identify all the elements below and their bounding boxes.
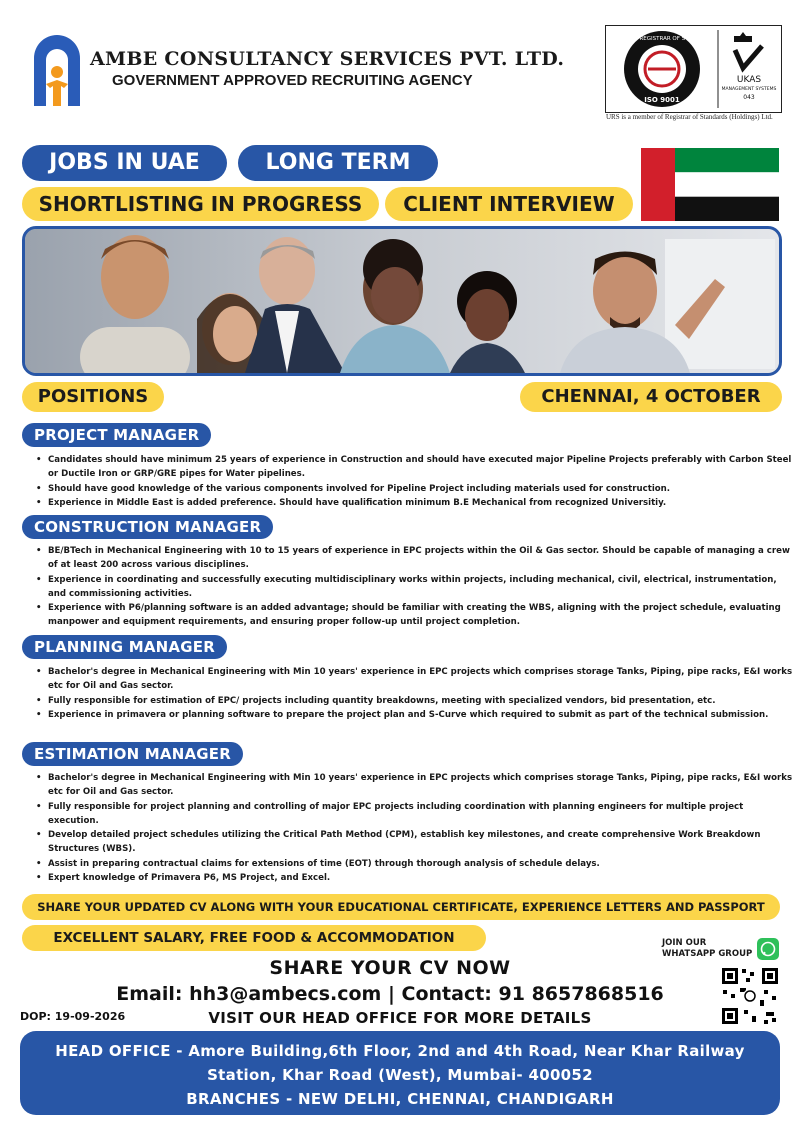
team-photo-image (25, 229, 779, 373)
section-title-construction-manager: CONSTRUCTION MANAGER (22, 515, 273, 539)
benefits-banner: EXCELLENT SALARY, FREE FOOD & ACCOMMODATION (22, 925, 486, 951)
email-contact-line[interactable]: Email: hh3@ambecs.com | Contact: 91 8657868516 (116, 983, 664, 1005)
date-of-posting: DOP: 19-09-2026 (20, 1010, 126, 1023)
branches-line: BRANCHES - NEW DELHI, CHENNAI, CHANDIGARH (186, 1090, 614, 1108)
list-item: • Fully responsible for project planning and controlling of major EPC projects including coordination with planning engineers for multiple project execution. (48, 800, 796, 829)
shortlisting-tag: SHORTLISTING IN PROGRESS (22, 187, 379, 221)
list-item: • Should have good knowledge of the various components involved for Pipeline Project including materials used for construction. (48, 482, 796, 496)
list-item: • Develop detailed project schedules utilizing the Critical Path Method (CPM), establish key milestones, and create comprehensive Work Breakdown Structures (WBS). (48, 828, 796, 857)
list-item: • Experience with P6/planning software is an added advantage; should be familiar with creating the WBS, aligning with the project schedule, evaluating manpower and equipment requirements, and ensuring proper follow-up until project completion. (48, 601, 796, 630)
ukas-number: 043 (743, 94, 755, 101)
cert-iso-label: ISO 9001 (644, 96, 680, 104)
cert-caption: URS is a member of Registrar of Standards (Holdings) Ltd. (606, 113, 773, 121)
whatsapp-line-1: JOIN OUR (662, 938, 707, 948)
list-item: • Assist in preparing contractual claims for extensions of time (EOT) through thorough analysis of schedule delays. (48, 857, 796, 871)
construction-manager-requirements (34, 544, 796, 630)
list-item: • BE/BTech in Mechanical Engineering with 10 to 15 years of experience in EPC projects within the Oil & Gas sector. Should be capable of managing a crew of at least 200 across various disciplines. (48, 544, 796, 573)
list-item: • Experience in primavera or planning software to prepare the project plan and S-Curve which required to submit as part of the technical submission. (48, 708, 796, 722)
company-logo (28, 28, 86, 108)
list-item: • Candidates should have minimum 25 years of experience in Construction and should have executed major Pipeline Projects preferably with Carbon Steel or Ductile Iron or GRP/GRE pipes for Water pipelines. (48, 453, 796, 482)
list-item: • Expert knowledge of Primavera P6, MS Project, and Excel. (48, 871, 796, 885)
list-item: • Bachelor's degree in Mechanical Engineering with Min 10 years' experience in EPC projects which comprises storage Tanks, Piping, pipe racks, E&I works etc for Oil and Gas sector. (48, 665, 796, 694)
whatsapp-line-2: WHATSAPP GROUP (662, 949, 753, 959)
planning-manager-requirements (34, 665, 796, 722)
ukas-label: UKAS (736, 75, 762, 85)
certification-box (605, 25, 782, 113)
company-name: AMBE CONSULTANCY SERVICES PVT. LTD. (90, 48, 565, 70)
estimation-manager-requirements (34, 771, 796, 885)
head-office-address-line-2: Station, Khar Road (West), Mumbai- 400052 (207, 1066, 593, 1084)
location-date-label: CHENNAI, 4 OCTOBER (520, 382, 782, 412)
list-item: • Bachelor's degree in Mechanical Engineering with Min 10 years' experience in EPC projects which comprises storage Tanks, Piping, pipe racks, E&I works etc for Oil and Gas sector. (48, 771, 796, 800)
long-term-tag: LONG TERM (238, 145, 438, 181)
cert-seal-text: UNITED REGISTRAR OF SYSTEMS (616, 36, 708, 42)
list-item: • Fully responsible for estimation of EPC/ projects including quantity breakdowns, meeting with specialized vendors, bid presentation, etc. (48, 694, 796, 708)
ukas-sub: MANAGEMENT SYSTEMS (721, 87, 777, 92)
head-office-footer (20, 1031, 780, 1115)
list-item: • Experience in coordinating and successfully executing multidisciplinary works within projects, including mechanical, civil, electrical, instrumentation, and commissioning activities. (48, 573, 796, 602)
section-title-planning-manager: PLANNING MANAGER (22, 635, 227, 659)
team-photo (22, 226, 782, 376)
company-tagline: GOVERNMENT APPROVED RECRUITING AGENCY (112, 72, 473, 89)
jobs-in-uae-tag: JOBS IN UAE (22, 145, 227, 181)
iso-seal-icon (606, 26, 781, 112)
positions-label: POSITIONS (22, 382, 164, 412)
visit-office-text: VISIT OUR HEAD OFFICE FOR MORE DETAILS (208, 1009, 592, 1027)
uae-flag-icon (641, 148, 779, 221)
section-title-project-manager: PROJECT MANAGER (22, 423, 211, 447)
share-cv-banner: SHARE YOUR UPDATED CV ALONG WITH YOUR EDUCATIONAL CERTIFICATE, EXPERIENCE LETTERS AND PASSPORT (22, 894, 780, 920)
project-manager-requirements (34, 453, 796, 510)
list-item: • Experience in Middle East is added preference. Should have qualification minimum B.E Mechanical from recognized Universitiy. (48, 496, 796, 510)
share-cv-now: SHARE YOUR CV NOW (269, 957, 511, 979)
head-office-address-line-1: HEAD OFFICE - Amore Building,6th Floor, 2nd and 4th Road, Near Khar Railway (55, 1042, 745, 1060)
section-title-estimation-manager: ESTIMATION MANAGER (22, 742, 243, 766)
client-interview-tag: CLIENT INTERVIEW (385, 187, 633, 221)
